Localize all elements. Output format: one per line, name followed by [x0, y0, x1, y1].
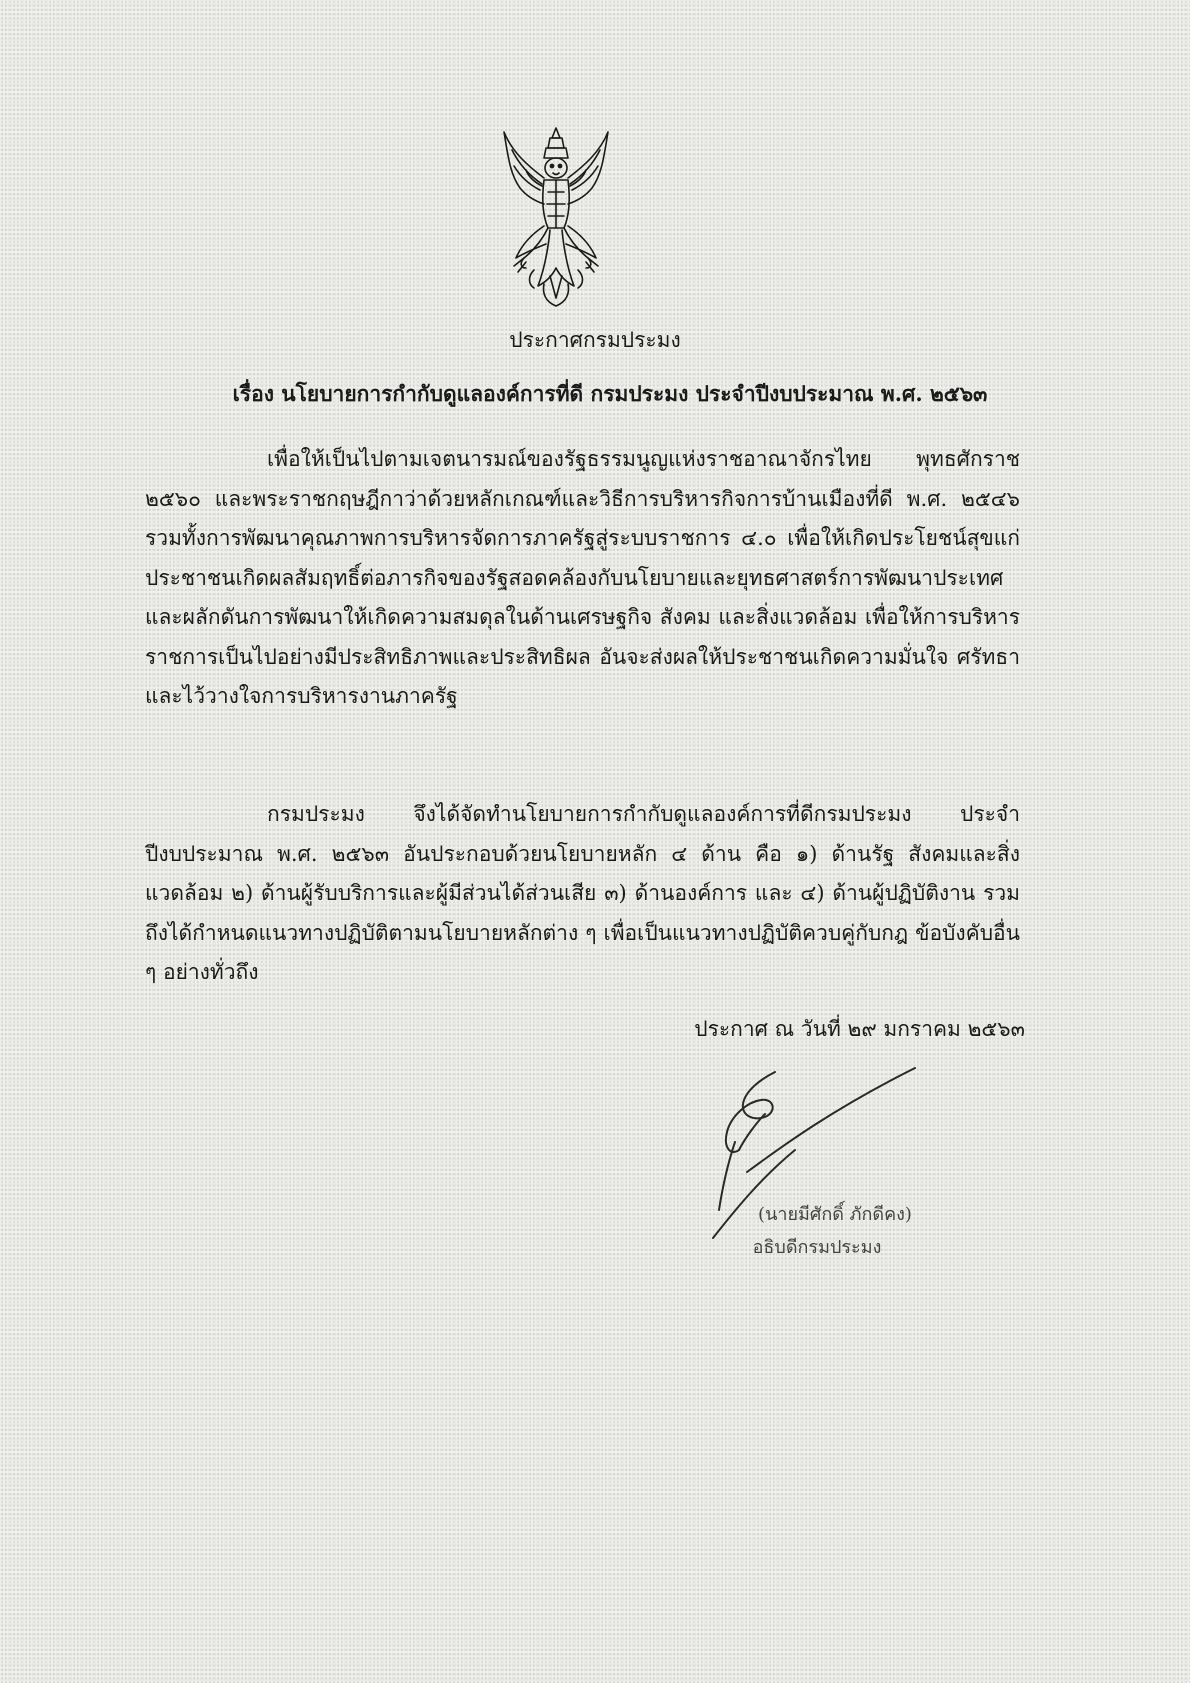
body-paragraph: กรมประมง จึงได้จัดทำนโยบายการกำกับดูแลองค์การที่ดีกรมประมง ประจำปีงบประมาณ พ.ศ. ๒๕๖๓ อันประกอบด้วยนโยบายหลัก ๔ ด้าน คือ ๑) ด้านรัฐ สังคมและสิ่งแวดล้อม ๒) ด้านผู้รับบริการและผู้มีส่วนได้ส่วนเสีย ๓) ด้านองค์การ และ ๔) ด้านผู้ปฏิบัติงาน รวมถึงได้กำหนดแนวทางปฏิบัติตามนโยบายหลักต่าง ๆ เพื่อเป็นแนวทางปฏิบัติควบคู่กับกฎ ข้อบังคับอื่น ๆ อย่างทั่วถึง [145, 802, 1020, 984]
document-subject: เรื่อง นโยบายการกำกับดูแลองค์การที่ดี กรมประมง ประจำปีงบประมาณ พ.ศ. ๒๕๖๓ [232, 381, 988, 406]
signer-title: อธิบดีกรมประมง [752, 1237, 882, 1258]
garuda-emblem-icon [498, 126, 614, 310]
body-paragraph: เพื่อให้เป็นไปตามเจตนารมณ์ของรัฐธรรมนูญแห่งราชอาณาจักรไทย พุทธศักราช ๒๕๖๐ และพระราชกฤษฎีกาว่าด้วยหลักเกณฑ์และวิธีการบริหารกิจการบ้านเมืองที่ดี พ.ศ. ๒๕๔๖ รวมทั้งการพัฒนาคุณภาพการบริหารจัดการภาครัฐสู่ระบบราชการ ๔.๐ เพื่อให้เกิดประโยชน์สุขแก่ประชาชนเกิดผลสัมฤทธิ์ต่อภารกิจของรัฐสอดคล้องกับนโยบายและยุทธศาสตร์การพัฒนาประเทศ และผลักดันการพัฒนาให้เกิดความสมดุลในด้านเศรษฐกิจ สังคม และสิ่งแวดล้อม เพื่อให้การบริหารราชการเป็นไปอย่างมีประสิทธิภาพและประสิทธิผล อันจะส่งผลให้ประชาชนเกิดความมั่นใจ ศรัทธา และไว้วางใจการบริหารงานภาครัฐ [145, 447, 1020, 708]
document-heading: ประกาศกรมประมง [509, 328, 681, 352]
signer-name: (นายมีศักดิ์ ภักดีคง) [758, 1204, 912, 1225]
announcement-date: ประกาศ ณ วันที่ ๒๙ มกราคม ๒๕๖๓ [694, 1017, 1025, 1041]
